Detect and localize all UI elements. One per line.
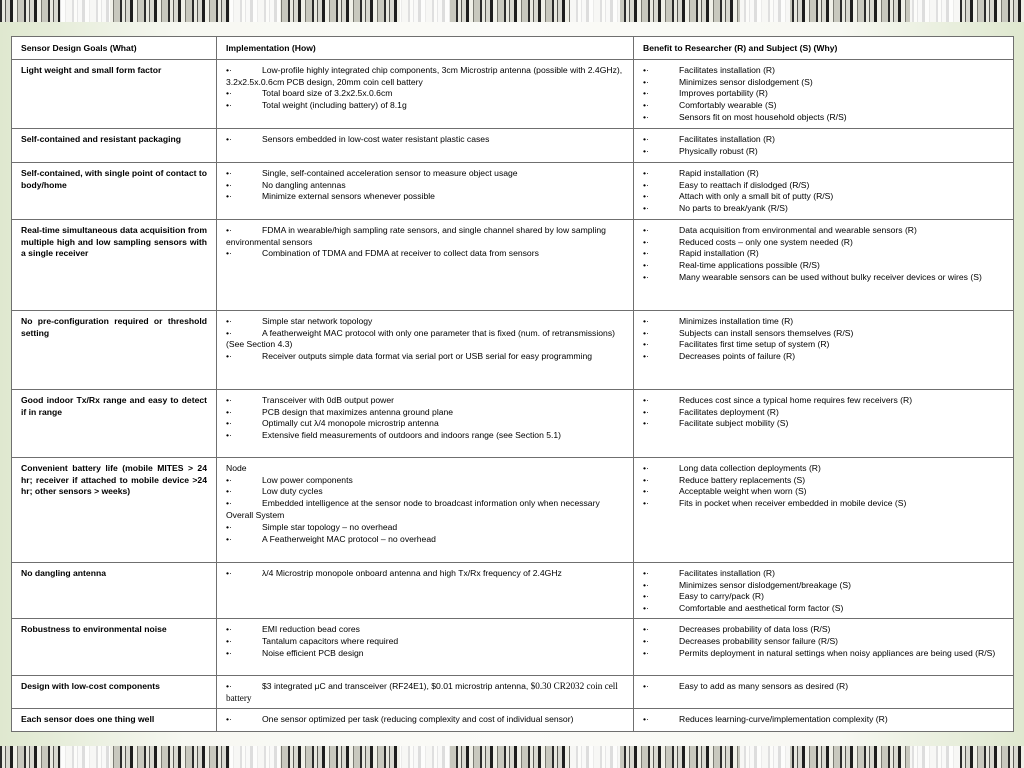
bullet-icon: •·: [643, 236, 649, 247]
table-row: [12, 618, 1014, 675]
implementation-text: One sensor optimized per task (reducing complexity and cost of individual sensor): [262, 713, 574, 724]
table-row: [12, 310, 1014, 389]
table-row: [12, 389, 1014, 457]
bullet-icon: •·: [643, 167, 649, 178]
implementation-item: [226, 248, 624, 260]
benefit-text: Facilitate subject mobility (S): [679, 418, 789, 429]
goal-cell: Convenient battery life (mobile MITES > 24 hr; receiver if attached to mobile device >24 hr; other sensors > weeks): [12, 457, 217, 562]
bullet-icon: •·: [643, 474, 649, 485]
bullet-icon: •·: [643, 224, 649, 235]
bullet-icon: •·: [643, 191, 649, 202]
table-row: [12, 675, 1014, 708]
implementation-item: [226, 180, 624, 192]
benefit-item: [643, 681, 1004, 693]
table-row: [12, 128, 1014, 162]
implementation-cell: [217, 675, 634, 708]
implementation-item: [226, 475, 624, 487]
implementation-item: [226, 522, 624, 534]
benefit-text: Improves portability (R): [679, 88, 768, 99]
benefit-cell: [634, 675, 1014, 708]
benefit-item: [643, 260, 1004, 272]
implementation-text-serif: $0.30 CR2032 coin cell battery: [226, 680, 618, 703]
implementation-text: A featherweight MAC protocol with only one parameter that is fixed (num. of retransmissions) (See Section 4.3): [226, 327, 615, 350]
benefit-cell: [634, 310, 1014, 389]
bullet-icon: •·: [643, 603, 649, 614]
table-row: [12, 162, 1014, 219]
bullet-icon: •·: [226, 133, 232, 144]
benefit-text: Reduces learning-curve/implementation complexity (R): [679, 713, 888, 724]
implementation-text: Total weight (including battery) of 8.1g: [262, 100, 407, 111]
benefit-text: Facilitates installation (R): [679, 64, 775, 75]
benefit-item: [643, 203, 1004, 215]
implementation-item: [226, 316, 624, 328]
implementation-text: Embedded intelligence at the sensor node to broadcast information only when necessary: [262, 498, 600, 509]
bullet-icon: •·: [226, 713, 232, 724]
bullet-icon: •·: [643, 76, 649, 87]
benefit-cell: [634, 128, 1014, 162]
implementation-text: Simple star topology – no overhead: [262, 521, 398, 532]
bullet-icon: •·: [226, 315, 232, 326]
benefit-text: Long data collection deployments (R): [679, 462, 821, 473]
goal-cell: Good indoor Tx/Rx range and easy to detect if in range: [12, 389, 217, 457]
benefit-cell: [634, 618, 1014, 675]
benefit-cell: [634, 59, 1014, 128]
benefit-text: Minimizes sensor dislodgement (S): [679, 76, 813, 87]
implementation-text: $3 integrated μC and transceiver (RF24E1), $0.01 microstrip antenna,: [262, 680, 529, 691]
goal-cell: Design with low-cost components: [12, 675, 217, 708]
bullet-icon: •·: [643, 64, 649, 75]
benefit-cell: [634, 219, 1014, 310]
benefit-text: Facilitates deployment (R): [679, 406, 779, 417]
table-body: [12, 59, 1014, 731]
goal-cell: No pre-configuration required or threshold setting: [12, 310, 217, 389]
bullet-icon: •·: [226, 430, 232, 441]
implementation-text: No dangling antennas: [262, 179, 346, 190]
benefit-text: Many wearable sensors can be used without bulky receiver devices or wires (S): [679, 271, 982, 282]
decorative-bottom-band: [0, 746, 1024, 768]
benefit-item: [643, 134, 1004, 146]
implementation-item: [226, 395, 624, 407]
benefit-item: [643, 486, 1004, 498]
bullet-icon: •·: [226, 521, 232, 532]
implementation-item: [226, 88, 624, 100]
implementation-text: Optimally cut λ/4 monopole microstrip antenna: [262, 418, 439, 429]
bullet-icon: •·: [226, 224, 232, 235]
implementation-cell: [217, 219, 634, 310]
implementation-subheading: Node: [226, 462, 247, 473]
goal-cell: Real-time simultaneous data acquisition from multiple high and low sampling sensors with a single receiver: [12, 219, 217, 310]
implementation-cell: [217, 59, 634, 128]
implementation-item: [226, 714, 624, 726]
bullet-icon: •·: [643, 271, 649, 282]
implementation-item: [226, 498, 624, 510]
bullet-icon: •·: [643, 315, 649, 326]
benefit-item: [643, 168, 1004, 180]
benefit-item: [643, 463, 1004, 475]
implementation-cell: [217, 457, 634, 562]
implementation-item: [226, 65, 624, 89]
table-header-row: [12, 37, 1014, 60]
bullet-icon: •·: [226, 88, 232, 99]
implementation-item: [226, 418, 624, 430]
benefit-item: [643, 351, 1004, 363]
table-row: [12, 562, 1014, 618]
benefit-text: Comfortable and aesthetical form factor (S): [679, 603, 844, 614]
implementation-cell: [217, 562, 634, 618]
benefit-text: Physically robust (R): [679, 145, 758, 156]
implementation-text: Simple star network topology: [262, 315, 373, 326]
implementation-text: Tantalum capacitors where required: [262, 635, 399, 646]
benefit-text: Minimizes sensor dislodgement/breakage (S): [679, 579, 851, 590]
design-goals-table: [11, 36, 1014, 732]
implementation-item: [226, 681, 624, 705]
implementation-item: [226, 191, 624, 203]
benefit-item: [643, 77, 1004, 89]
benefit-item: [643, 146, 1004, 158]
bullet-icon: •·: [643, 133, 649, 144]
bullet-icon: •·: [643, 100, 649, 111]
table-row: [12, 457, 1014, 562]
implementation-text: Total board size of 3.2x2.5x.0.6cm: [262, 88, 393, 99]
benefit-text: Rapid installation (R): [679, 167, 759, 178]
benefit-item: [643, 591, 1004, 603]
bullet-icon: •·: [643, 567, 649, 578]
bullet-icon: •·: [643, 486, 649, 497]
benefit-item: [643, 225, 1004, 237]
benefit-item: [643, 88, 1004, 100]
bullet-icon: •·: [226, 647, 232, 658]
bullet-icon: •·: [643, 591, 649, 602]
benefit-item: [643, 180, 1004, 192]
benefit-text: Easy to reattach if dislodged (R/S): [679, 179, 810, 190]
table-row: [12, 219, 1014, 310]
benefit-item: [643, 339, 1004, 351]
bullet-icon: •·: [226, 635, 232, 646]
implementation-text: A Featherweight MAC protocol – no overhead: [262, 533, 436, 544]
benefit-text: Minimizes installation time (R): [679, 315, 794, 326]
benefit-cell: [634, 389, 1014, 457]
implementation-item: [226, 624, 624, 636]
implementation-cell: [217, 162, 634, 219]
benefit-item: [643, 272, 1004, 284]
benefit-text: Reduces cost since a typical home requires few receivers (R): [679, 394, 913, 405]
bullet-icon: •·: [643, 498, 649, 509]
benefit-item: [643, 112, 1004, 124]
implementation-item: [226, 636, 624, 648]
benefit-item: [643, 237, 1004, 249]
benefit-item: [643, 475, 1004, 487]
implementation-item: [226, 134, 624, 146]
implementation-text: Low duty cycles: [262, 486, 323, 497]
header-how: Implementation (How): [217, 37, 634, 60]
bullet-icon: •·: [226, 64, 232, 75]
benefit-item: [643, 395, 1004, 407]
table-row: [12, 708, 1014, 731]
benefit-item: [643, 191, 1004, 203]
implementation-cell: [217, 618, 634, 675]
benefit-text: Facilitates installation (R): [679, 133, 775, 144]
goal-cell: Light weight and small form factor: [12, 59, 217, 128]
benefit-text: Acceptable weight when worn (S): [679, 486, 807, 497]
benefit-item: [643, 316, 1004, 328]
bullet-icon: •·: [226, 179, 232, 190]
benefit-text: Easy to carry/pack (R): [679, 591, 765, 602]
bullet-icon: •·: [643, 647, 649, 658]
bullet-icon: •·: [226, 248, 232, 259]
implementation-cell: [217, 128, 634, 162]
benefit-cell: [634, 162, 1014, 219]
benefit-text: Sensors fit on most household objects (R/S): [679, 111, 847, 122]
benefit-text: Reduce battery replacements (S): [679, 474, 806, 485]
bullet-icon: •·: [643, 418, 649, 429]
benefit-item: [643, 100, 1004, 112]
bullet-icon: •·: [226, 474, 232, 485]
bullet-icon: •·: [643, 248, 649, 259]
bullet-icon: •·: [643, 680, 649, 691]
benefit-item: [643, 248, 1004, 260]
implementation-cell: [217, 389, 634, 457]
header-what: Sensor Design Goals (What): [12, 37, 217, 60]
implementation-text: FDMA in wearable/high sampling rate sensors, and single channel shared by low sampling environmental sensors: [226, 224, 606, 247]
implementation-text: Single, self-contained acceleration sensor to measure object usage: [262, 167, 518, 178]
bullet-icon: •·: [643, 260, 649, 271]
decorative-top-band: [0, 0, 1024, 22]
goal-cell: No dangling antenna: [12, 562, 217, 618]
implementation-item: [226, 568, 624, 580]
bullet-icon: •·: [643, 145, 649, 156]
goal-cell: Self-contained, with single point of contact to body/home: [12, 162, 217, 219]
implementation-text: Noise efficient PCB design: [262, 647, 364, 658]
implementation-item: [226, 100, 624, 112]
benefit-item: [643, 418, 1004, 430]
bullet-icon: •·: [226, 486, 232, 497]
benefit-text: Attach with only a small bit of putty (R/S): [679, 191, 834, 202]
implementation-item: [226, 430, 624, 442]
implementation-item: [226, 351, 624, 363]
benefit-item: [643, 568, 1004, 580]
benefit-item: [643, 407, 1004, 419]
benefit-item: [643, 498, 1004, 510]
bullet-icon: •·: [226, 498, 232, 509]
bullet-icon: •·: [226, 167, 232, 178]
bullet-icon: •·: [643, 351, 649, 362]
bullet-icon: •·: [643, 406, 649, 417]
bullet-icon: •·: [643, 339, 649, 350]
bullet-icon: •·: [226, 191, 232, 202]
implementation-text: Minimize external sensors whenever possible: [262, 191, 435, 202]
benefit-text: Comfortably wearable (S): [679, 100, 777, 111]
implementation-text: Low-profile highly integrated chip components, 3cm Microstrip antenna (possible with 2.4GHz), 3.2x2.5x.0.6cm PCB design, 20mm coin cell battery: [226, 64, 623, 87]
benefit-text: Decreases probability sensor failure (R/S): [679, 635, 839, 646]
implementation-item: [226, 225, 624, 249]
bullet-icon: •·: [226, 327, 232, 338]
bullet-icon: •·: [226, 567, 232, 578]
bullet-icon: •·: [226, 351, 232, 362]
implementation-text: Combination of TDMA and FDMA at receiver to collect data from sensors: [262, 248, 539, 259]
benefit-text: Reduced costs – only one system needed (R): [679, 236, 853, 247]
bullet-icon: •·: [643, 635, 649, 646]
benefit-item: [643, 603, 1004, 615]
implementation-text: Low power components: [262, 474, 353, 485]
implementation-cell: [217, 708, 634, 731]
benefit-text: Facilitates installation (R): [679, 567, 775, 578]
bullet-icon: •·: [643, 462, 649, 473]
implementation-text: EMI reduction bead cores: [262, 623, 360, 634]
benefit-text: Decreases probability of data loss (R/S): [679, 623, 831, 634]
implementation-item: [226, 534, 624, 546]
bullet-icon: •·: [643, 111, 649, 122]
bullet-icon: •·: [643, 203, 649, 214]
implementation-item: [226, 648, 624, 660]
table-row: [12, 59, 1014, 128]
header-why: Benefit to Researcher (R) and Subject (S) (Why): [634, 37, 1014, 60]
goal-cell: Robustness to environmental noise: [12, 618, 217, 675]
implementation-item: [226, 486, 624, 498]
goal-cell: Self-contained and resistant packaging: [12, 128, 217, 162]
benefit-text: Permits deployment in natural settings when noisy appliances are being used (R/S): [679, 647, 996, 658]
bullet-icon: •·: [643, 579, 649, 590]
benefit-item: [643, 714, 1004, 726]
benefit-item: [643, 328, 1004, 340]
bullet-icon: •·: [643, 394, 649, 405]
benefit-cell: [634, 457, 1014, 562]
benefit-item: [643, 65, 1004, 77]
benefit-item: [643, 648, 1004, 660]
benefit-item: [643, 636, 1004, 648]
implementation-text: λ/4 Microstrip monopole onboard antenna and high Tx/Rx frequency of 2.4GHz: [262, 567, 562, 578]
bullet-icon: •·: [643, 88, 649, 99]
bullet-icon: •·: [643, 179, 649, 190]
implementation-item: [226, 328, 624, 352]
implementation-text: Transceiver with 0dB output power: [262, 394, 394, 405]
benefit-item: [643, 580, 1004, 592]
benefit-text: Real-time applications possible (R/S): [679, 260, 820, 271]
benefit-text: Decreases points of failure (R): [679, 351, 796, 362]
benefit-text: Data acquisition from environmental and wearable sensors (R): [679, 224, 917, 235]
bullet-icon: •·: [226, 394, 232, 405]
implementation-subheading: Overall System: [226, 509, 285, 520]
implementation-text: Extensive field measurements of outdoors and indoors range (see Section 5.1): [262, 430, 562, 441]
implementation-item: [226, 168, 624, 180]
benefit-text: Fits in pocket when receiver embedded in mobile device (S): [679, 498, 907, 509]
bullet-icon: •·: [643, 623, 649, 634]
benefit-cell: [634, 562, 1014, 618]
bullet-icon: •·: [226, 418, 232, 429]
benefit-cell: [634, 708, 1014, 731]
bullet-icon: •·: [226, 533, 232, 544]
benefit-text: Facilitates first time setup of system (R): [679, 339, 830, 350]
implementation-text: PCB design that maximizes antenna ground plane: [262, 406, 454, 417]
bullet-icon: •·: [226, 406, 232, 417]
bullet-icon: •·: [643, 327, 649, 338]
bullet-icon: •·: [643, 713, 649, 724]
benefit-text: Rapid installation (R): [679, 248, 759, 259]
benefit-text: Easy to add as many sensors as desired (R): [679, 680, 849, 691]
implementation-item: [226, 407, 624, 419]
implementation-text: Sensors embedded in low-cost water resistant plastic cases: [262, 133, 490, 144]
implementation-cell: [217, 310, 634, 389]
implementation-text: Receiver outputs simple data format via serial port or USB serial for easy programming: [262, 351, 593, 362]
benefit-text: No parts to break/yank (R/S): [679, 203, 788, 214]
benefit-item: [643, 624, 1004, 636]
benefit-text: Subjects can install sensors themselves (R/S): [679, 327, 854, 338]
bullet-icon: •·: [226, 680, 232, 691]
bullet-icon: •·: [226, 100, 232, 111]
goal-cell: Each sensor does one thing well: [12, 708, 217, 731]
bullet-icon: •·: [226, 623, 232, 634]
